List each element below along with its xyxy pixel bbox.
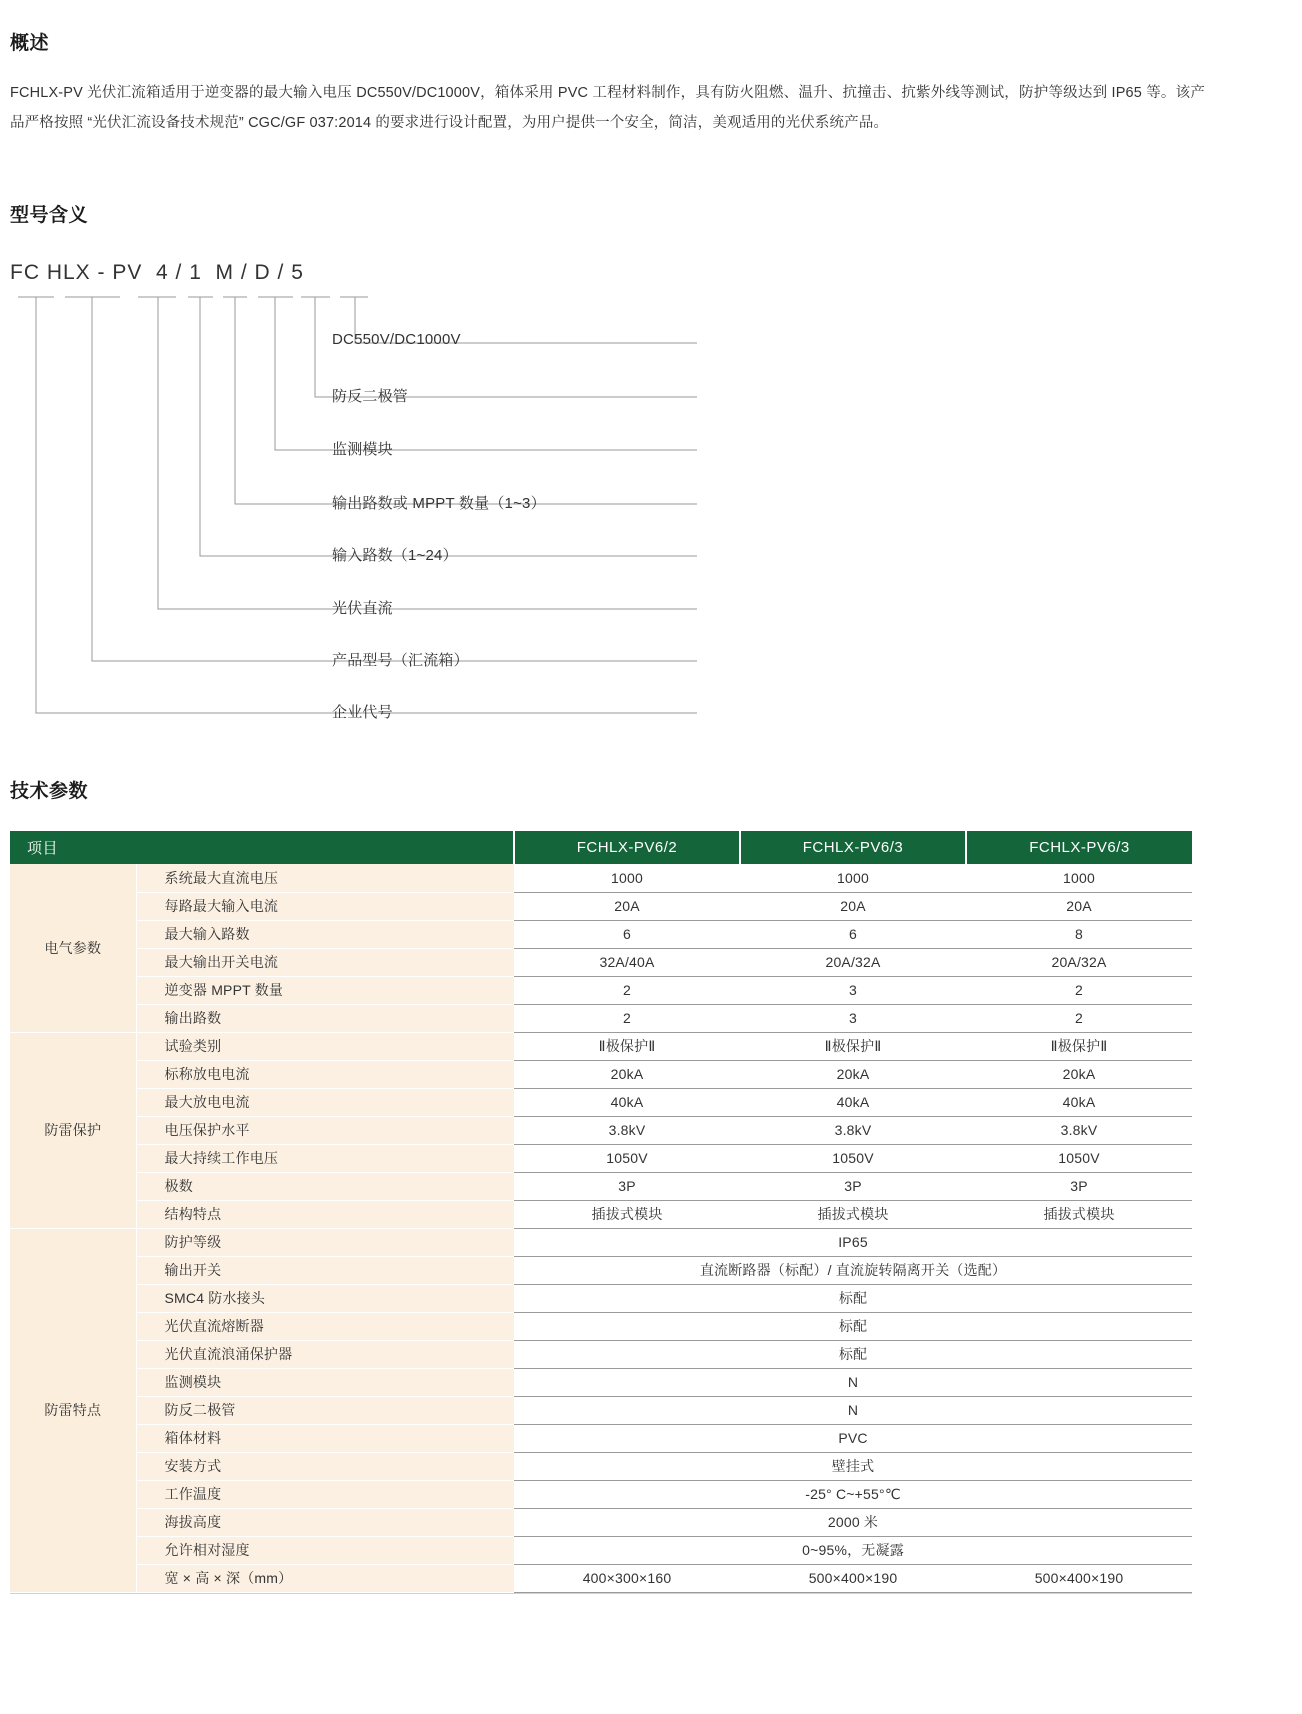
row-value-1: 32A/40A [514, 948, 740, 976]
row-parameter-name: 宽 × 高 × 深（mm） [136, 1564, 514, 1592]
model-label-product-type: 产品型号（汇流箱） [332, 652, 469, 670]
overview-heading: 概述 [10, 33, 50, 54]
row-value-merged: N [514, 1368, 1192, 1396]
specs-table-head [10, 831, 1192, 864]
product-spec-page [0, 28, 1302, 1594]
row-parameter-name: 电压保护水平 [136, 1116, 514, 1144]
row-value-merged: 直流断路器（标配）/ 直流旋转隔离开关（选配） [514, 1256, 1192, 1284]
specs-table-body [10, 864, 1192, 1592]
column-header-model-3: FCHLX-PV6/3 [966, 831, 1192, 864]
table-row [10, 948, 1192, 976]
model-label-anti-reverse-diode: 防反二极管 [332, 388, 409, 406]
row-value-1: 1000 [514, 864, 740, 892]
column-header-model-2: FCHLX-PV6/3 [740, 831, 966, 864]
row-parameter-name: SMC4 防水接头 [136, 1284, 514, 1312]
row-value-merged: 壁挂式 [514, 1452, 1192, 1480]
column-header-model-1: FCHLX-PV6/2 [514, 831, 740, 864]
row-parameter-name: 监测模块 [136, 1368, 514, 1396]
table-row [10, 1508, 1192, 1536]
specs-heading: 技术参数 [10, 781, 89, 803]
row-group-category: 电气参数 [10, 864, 136, 1032]
row-value-3: 2 [966, 976, 1192, 1004]
row-parameter-name: 海拔高度 [136, 1508, 514, 1536]
row-value-2: 40kA [740, 1088, 966, 1116]
row-value-1: 3P [514, 1172, 740, 1200]
table-row [10, 1032, 1192, 1060]
table-row [10, 1424, 1192, 1452]
row-parameter-name: 最大输入路数 [136, 920, 514, 948]
row-value-3: 20A/32A [966, 948, 1192, 976]
row-value-2: 3.8kV [740, 1116, 966, 1144]
table-row [10, 1228, 1192, 1256]
row-parameter-name: 防护等级 [136, 1228, 514, 1256]
row-parameter-name: 允许相对湿度 [136, 1536, 514, 1564]
row-parameter-name: 防反二极管 [136, 1396, 514, 1424]
row-value-1: 2 [514, 976, 740, 1004]
overview-paragraph: FCHLX-PV 光伏汇流箱适用于逆变器的最大输入电压 DC550V/DC1000V，箱体采用 PVC 工程材料制作，具有防火阻燃、温升、抗撞击、抗紫外线等测试，防护等级达到 IP65 等。该产品严格按照 “光伏汇流设备技术规范” CGC/GF 037:2014 的要求进行设计配置，为用户提供一个安全，简洁，美观适用的光伏系统产品。 [10, 85, 1205, 131]
row-value-1: 2 [514, 1004, 740, 1032]
row-parameter-name: 逆变器 MPPT 数量 [136, 976, 514, 1004]
row-value-2: 1050V [740, 1144, 966, 1172]
row-value-2: 20A [740, 892, 966, 920]
specs-table-wrapper [10, 831, 1292, 1594]
row-value-merged: 标配 [514, 1284, 1192, 1312]
row-value-2: Ⅱ极保护Ⅱ [740, 1032, 966, 1060]
row-parameter-name: 箱体材料 [136, 1424, 514, 1452]
table-bottom-rule [10, 1593, 1192, 1594]
model-label-voltage: DC550V/DC1000V [332, 331, 461, 349]
table-row [10, 1452, 1192, 1480]
row-value-2: 20kA [740, 1060, 966, 1088]
row-value-3: Ⅱ极保护Ⅱ [966, 1032, 1192, 1060]
row-value-merged: PVC [514, 1424, 1192, 1452]
row-parameter-name: 最大持续工作电压 [136, 1144, 514, 1172]
table-header-row [10, 831, 1192, 864]
row-group-category: 防雷特点 [10, 1228, 136, 1592]
table-row [10, 1060, 1192, 1088]
row-value-1: 20A [514, 892, 740, 920]
table-row [10, 920, 1192, 948]
model-heading: 型号含义 [10, 205, 89, 227]
row-value-2: 插拔式模块 [740, 1200, 966, 1228]
row-value-2: 1000 [740, 864, 966, 892]
row-value-2: 6 [740, 920, 966, 948]
row-value-3: 插拔式模块 [966, 1200, 1192, 1228]
row-value-3: 40kA [966, 1088, 1192, 1116]
row-value-2: 20A/32A [740, 948, 966, 976]
table-row [10, 1004, 1192, 1032]
table-row [10, 1088, 1192, 1116]
table-row [10, 864, 1192, 892]
row-value-1: Ⅱ极保护Ⅱ [514, 1032, 740, 1060]
model-label-input-ways: 输入路数（1~24） [332, 547, 458, 565]
model-label-monitoring-module: 监测模块 [332, 441, 393, 459]
row-parameter-name: 标称放电电流 [136, 1060, 514, 1088]
row-value-merged: -25° C~+55°℃ [514, 1480, 1192, 1508]
row-value-3: 20A [966, 892, 1192, 920]
row-value-2: 3P [740, 1172, 966, 1200]
row-value-3: 1050V [966, 1144, 1192, 1172]
table-row [10, 1172, 1192, 1200]
table-row [10, 976, 1192, 1004]
column-header-item: 项目 [10, 831, 514, 864]
row-parameter-name: 光伏直流熔断器 [136, 1312, 514, 1340]
table-row [10, 1536, 1192, 1564]
row-parameter-name: 最大放电电流 [136, 1088, 514, 1116]
table-row [10, 892, 1192, 920]
row-value-3: 3P [966, 1172, 1192, 1200]
row-parameter-name: 极数 [136, 1172, 514, 1200]
row-value-merged: 标配 [514, 1340, 1192, 1368]
row-value-merged: N [514, 1396, 1192, 1424]
row-parameter-name: 输出开关 [136, 1256, 514, 1284]
row-value-2: 3 [740, 976, 966, 1004]
table-row [10, 1480, 1192, 1508]
row-value-merged: 0~95%，无凝露 [514, 1536, 1192, 1564]
table-row [10, 1312, 1192, 1340]
row-value-merged: IP65 [514, 1228, 1192, 1256]
row-parameter-name: 结构特点 [136, 1200, 514, 1228]
table-row [10, 1284, 1192, 1312]
row-parameter-name: 每路最大输入电流 [136, 892, 514, 920]
row-value-merged: 标配 [514, 1312, 1192, 1340]
row-parameter-name: 光伏直流浪涌保护器 [136, 1340, 514, 1368]
table-row [10, 1116, 1192, 1144]
row-value-1: 1050V [514, 1144, 740, 1172]
table-row [10, 1368, 1192, 1396]
table-row [10, 1200, 1192, 1228]
row-value-1: 40kA [514, 1088, 740, 1116]
table-row [10, 1144, 1192, 1172]
row-value-1: 20kA [514, 1060, 740, 1088]
row-value-3: 3.8kV [966, 1116, 1192, 1144]
row-value-2: 3 [740, 1004, 966, 1032]
row-parameter-name: 工作温度 [136, 1480, 514, 1508]
row-parameter-name: 系统最大直流电压 [136, 864, 514, 892]
row-value-1: 3.8kV [514, 1116, 740, 1144]
model-label-output-mppt: 输出路数或 MPPT 数量（1~3） [332, 495, 546, 513]
row-value-3: 1000 [966, 864, 1192, 892]
row-value-merged: 2000 米 [514, 1508, 1192, 1536]
row-value-3: 20kA [966, 1060, 1192, 1088]
row-parameter-name: 安装方式 [136, 1452, 514, 1480]
row-parameter-name: 输出路数 [136, 1004, 514, 1032]
row-value-3: 500×400×190 [966, 1564, 1192, 1592]
row-value-1: 6 [514, 920, 740, 948]
model-leader-lines [10, 261, 1290, 601]
specs-table [10, 831, 1192, 1593]
table-row [10, 1256, 1192, 1284]
model-code-string: FC HLX - PV 4 / 1 M / D / 5 [10, 261, 304, 285]
row-group-category: 防雷保护 [10, 1032, 136, 1228]
model-diagram [10, 261, 1292, 722]
row-value-3: 2 [966, 1004, 1192, 1032]
row-parameter-name: 试验类别 [136, 1032, 514, 1060]
row-value-3: 8 [966, 920, 1192, 948]
row-value-1: 插拔式模块 [514, 1200, 740, 1228]
table-row [10, 1396, 1192, 1424]
table-row [10, 1340, 1192, 1368]
row-value-2: 500×400×190 [740, 1564, 966, 1592]
row-value-1: 400×300×160 [514, 1564, 740, 1592]
table-row [10, 1564, 1192, 1592]
model-label-pv-dc: 光伏直流 [332, 600, 393, 618]
row-parameter-name: 最大输出开关电流 [136, 948, 514, 976]
model-label-company-code: 企业代号 [332, 704, 393, 722]
